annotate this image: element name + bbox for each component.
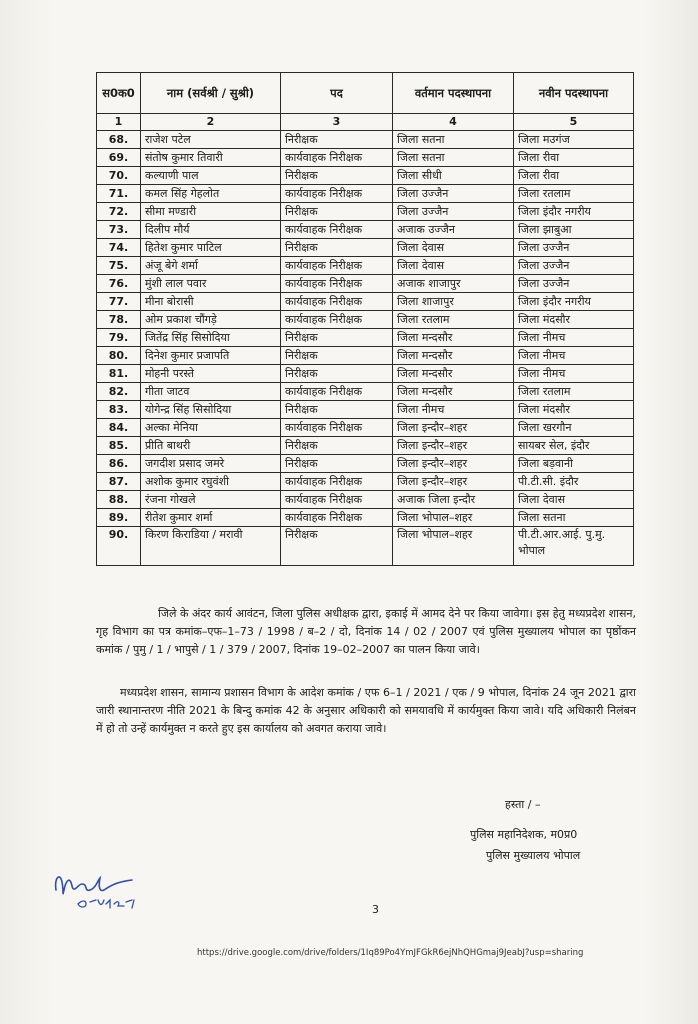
serial-cell: 69. — [97, 149, 141, 167]
name-cell: ओम प्रकाश चौंगड़े — [141, 311, 281, 329]
new-posting-cell: जिला इंदौर नगरीय — [514, 203, 634, 221]
serial-cell: 74. — [97, 239, 141, 257]
current-posting-cell: जिला मन्दसौर — [393, 347, 514, 365]
table-row — [97, 311, 634, 329]
table-row — [97, 257, 634, 275]
post-cell: कार्यवाहक निरीक्षक — [281, 275, 393, 293]
post-cell: कार्यवाहक निरीक्षक — [281, 149, 393, 167]
name-cell: दिनेश कुमार प्रजापति — [141, 347, 281, 365]
post-cell: कार्यवाहक निरीक्षक — [281, 311, 393, 329]
new-posting-cell: जिला बड़वानी — [514, 455, 634, 473]
new-posting-cell: जिला रीवा — [514, 149, 634, 167]
new-posting-cell: जिला नीमच — [514, 347, 634, 365]
serial-cell: 72. — [97, 203, 141, 221]
name-cell: हितेश कुमार पाटिल — [141, 239, 281, 257]
table-row — [97, 329, 634, 347]
header-current-posting: वर्तमान पदस्थापना — [393, 73, 514, 114]
serial-cell: 80. — [97, 347, 141, 365]
current-posting-cell: जिला मन्दसौर — [393, 329, 514, 347]
column-index: 5 — [514, 114, 634, 131]
post-cell: कार्यवाहक निरीक्षक — [281, 473, 393, 491]
name-cell: प्रीति बाथरी — [141, 437, 281, 455]
column-index: 3 — [281, 114, 393, 131]
new-posting-cell: जिला उज्जैन — [514, 239, 634, 257]
serial-cell: 77. — [97, 293, 141, 311]
serial-cell: 88. — [97, 491, 141, 509]
post-cell: निरीक्षक — [281, 401, 393, 419]
name-cell: मोहनी परस्ते — [141, 365, 281, 383]
post-cell: कार्यवाहक निरीक्षक — [281, 509, 393, 527]
post-cell: निरीक्षक — [281, 329, 393, 347]
paragraph-text: जिले के अंदर कार्य आवंटन, जिला पुलिस अधीक्षक द्वारा, इकाई में आमद देने पर किया जावेगा। इस हेतु मध्यप्रदेश शासन, गृह विभाग का पत्र कमांक–एफ–1–73 / 1998 / ब–2 / दो, दिनांक 14 / 02 / 2007 एवं पुलिस मुख्यालय भोपाल का पृष्ठोंकन कमांक / पुमु / 1 / भापुसे / 1 / 379 / 2007, दिनांक 19–02–2007 का पालन किया जावे। — [96, 607, 636, 656]
post-cell: निरीक्षक — [281, 203, 393, 221]
name-cell: रीतेश कुमार शर्मा — [141, 509, 281, 527]
name-cell: कल्याणी पाल — [141, 167, 281, 185]
name-cell: कमल सिंह गेहलोत — [141, 185, 281, 203]
table-row — [97, 167, 634, 185]
name-cell: किरण किराडिया / मरावी — [141, 527, 281, 566]
post-cell: कार्यवाहक निरीक्षक — [281, 419, 393, 437]
name-cell: मुंशी लाल पवार — [141, 275, 281, 293]
current-posting-cell: जिला सतना — [393, 149, 514, 167]
serial-cell: 68. — [97, 131, 141, 149]
table-row — [97, 293, 634, 311]
post-cell: कार्यवाहक निरीक्षक — [281, 257, 393, 275]
table-row — [97, 473, 634, 491]
table-row — [97, 131, 634, 149]
current-posting-cell: अजाक शाजापुर — [393, 275, 514, 293]
current-posting-cell: जिला सीधी — [393, 167, 514, 185]
header-post: पद — [281, 73, 393, 114]
table-row — [97, 275, 634, 293]
new-posting-cell: सायबर सेल, इंदौर — [514, 437, 634, 455]
serial-cell: 90. — [97, 527, 141, 566]
new-posting-cell: जिला रीवा — [514, 167, 634, 185]
post-cell: निरीक्षक — [281, 527, 393, 566]
new-posting-cell: जिला मंदसौर — [514, 311, 634, 329]
post-cell: निरीक्षक — [281, 239, 393, 257]
header-name: नाम (सर्वश्री / सुश्री) — [141, 73, 281, 114]
new-posting-cell: जिला सतना — [514, 509, 634, 527]
column-index-row — [97, 114, 634, 131]
paragraph-work-allocation — [96, 605, 636, 659]
post-cell: कार्यवाहक निरीक्षक — [281, 221, 393, 239]
new-posting-cell: पी.टी.आर.आई. पु.मु. भोपाल — [514, 527, 634, 566]
new-posting-cell: जिला रतलाम — [514, 185, 634, 203]
name-cell: दिलीप मौर्य — [141, 221, 281, 239]
post-cell: निरीक्षक — [281, 437, 393, 455]
new-posting-cell: जिला नीमच — [514, 329, 634, 347]
current-posting-cell: जिला सतना — [393, 131, 514, 149]
current-posting-cell: जिला उज्जैन — [393, 185, 514, 203]
name-cell: अशोक कुमार रघुवंशी — [141, 473, 281, 491]
post-cell: निरीक्षक — [281, 455, 393, 473]
post-cell: कार्यवाहक निरीक्षक — [281, 383, 393, 401]
table-row — [97, 419, 634, 437]
new-posting-cell: जिला मउगंज — [514, 131, 634, 149]
table-row — [97, 347, 634, 365]
current-posting-cell: जिला इन्दौर–शहर — [393, 419, 514, 437]
signatory-designation: पुलिस महानिदेशक, म0प्र0 — [470, 828, 578, 841]
post-cell: कार्यवाहक निरीक्षक — [281, 185, 393, 203]
table-row — [97, 149, 634, 167]
serial-cell: 75. — [97, 257, 141, 275]
current-posting-cell: जिला देवास — [393, 257, 514, 275]
name-cell: जितेंद्र सिंह सिसोदिया — [141, 329, 281, 347]
current-posting-cell: जिला देवास — [393, 239, 514, 257]
serial-cell: 73. — [97, 221, 141, 239]
signatory-office: पुलिस मुख्यालय भोपाल — [486, 849, 581, 862]
paragraph-text: मध्यप्रदेश शासन, सामान्य प्रशासन विभाग के आदेश कमांक / एफ 6–1 / 2021 / एक / 9 भोपाल, दिनांक 24 जून 2021 द्वारा जारी स्थानान्तरण नीति 2021 के बिन्दु कमांक 42 के अनुसार अधिकारी को समयावधि में कार्यमुक्त किया जावे। यदि अधिकारी निलंबन में हो तो उन्हें कार्यमुक्त न करते हुए इस कार्यालय को अवगत कराया जावे। — [96, 686, 636, 735]
table-row — [97, 185, 634, 203]
new-posting-cell: जिला रतलाम — [514, 383, 634, 401]
current-posting-cell: जिला शाजापुर — [393, 293, 514, 311]
table-row — [97, 527, 634, 566]
serial-cell: 70. — [97, 167, 141, 185]
new-posting-cell: जिला इंदौर नगरीय — [514, 293, 634, 311]
serial-cell: 86. — [97, 455, 141, 473]
table-row — [97, 491, 634, 509]
table-row — [97, 203, 634, 221]
name-cell: अंजू बेगे शर्मा — [141, 257, 281, 275]
column-index: 4 — [393, 114, 514, 131]
current-posting-cell: जिला नीमच — [393, 401, 514, 419]
transfer-table — [96, 72, 634, 566]
current-posting-cell: अजाक उज्जैन — [393, 221, 514, 239]
post-cell: निरीक्षक — [281, 131, 393, 149]
serial-cell: 76. — [97, 275, 141, 293]
current-posting-cell: जिला भोपाल–शहर — [393, 527, 514, 566]
name-cell: सीमा मण्डारी — [141, 203, 281, 221]
paragraph-transfer-policy — [96, 684, 636, 738]
serial-cell: 87. — [97, 473, 141, 491]
table-row — [97, 383, 634, 401]
new-posting-cell: जिला उज्जैन — [514, 275, 634, 293]
serial-cell: 81. — [97, 365, 141, 383]
serial-cell: 83. — [97, 401, 141, 419]
header-new-posting: नवीन पदस्थापना — [514, 73, 634, 114]
signed-mark: हस्ता / – — [505, 798, 541, 811]
name-cell: संतोष कुमार तिवारी — [141, 149, 281, 167]
serial-cell: 85. — [97, 437, 141, 455]
current-posting-cell: जिला उज्जैन — [393, 203, 514, 221]
current-posting-cell: जिला रतलाम — [393, 311, 514, 329]
current-posting-cell: जिला भोपाल–शहर — [393, 509, 514, 527]
serial-cell: 89. — [97, 509, 141, 527]
table-row — [97, 221, 634, 239]
name-cell: अल्का मेनिया — [141, 419, 281, 437]
shared-drive-link[interactable]: https://drive.google.com/drive/folders/1Iq89Po4YmJFGkR6ejNhQHGmaj9JeabJ?usp=sharing — [197, 948, 584, 958]
name-cell: राजेश पटेल — [141, 131, 281, 149]
table-row — [97, 401, 634, 419]
new-posting-cell: जिला नीमच — [514, 365, 634, 383]
post-cell: निरीक्षक — [281, 365, 393, 383]
new-posting-cell: जिला देवास — [514, 491, 634, 509]
name-cell: योगेन्द्र सिंह सिसोदिया — [141, 401, 281, 419]
serial-cell: 82. — [97, 383, 141, 401]
serial-cell: 84. — [97, 419, 141, 437]
table-header-row — [97, 73, 634, 114]
table-row — [97, 365, 634, 383]
post-cell: कार्यवाहक निरीक्षक — [281, 491, 393, 509]
current-posting-cell: जिला इन्दौर–शहर — [393, 473, 514, 491]
current-posting-cell: अजाक जिला इन्दौर — [393, 491, 514, 509]
table-row — [97, 455, 634, 473]
name-cell: रंजना गोखले — [141, 491, 281, 509]
column-index: 2 — [141, 114, 281, 131]
name-cell: गीता जाटव — [141, 383, 281, 401]
current-posting-cell: जिला मन्दसौर — [393, 383, 514, 401]
new-posting-cell: जिला झाबुआ — [514, 221, 634, 239]
serial-cell: 78. — [97, 311, 141, 329]
column-index: 1 — [97, 114, 141, 131]
table-row — [97, 509, 634, 527]
post-cell: निरीक्षक — [281, 167, 393, 185]
current-posting-cell: जिला मन्दसौर — [393, 365, 514, 383]
new-posting-cell: पी.टी.सी. इंदौर — [514, 473, 634, 491]
post-cell: कार्यवाहक निरीक्षक — [281, 293, 393, 311]
table-row — [97, 239, 634, 257]
current-posting-cell: जिला इन्दौर–शहर — [393, 455, 514, 473]
new-posting-cell: जिला खरगौन — [514, 419, 634, 437]
handwritten-signature — [48, 860, 158, 920]
header-serial: स0क0 — [97, 73, 141, 114]
new-posting-cell: जिला उज्जैन — [514, 257, 634, 275]
serial-cell: 79. — [97, 329, 141, 347]
current-posting-cell: जिला इन्दौर–शहर — [393, 437, 514, 455]
page-number: 3 — [372, 903, 379, 916]
table-row — [97, 437, 634, 455]
name-cell: जगदीश प्रसाद जमरे — [141, 455, 281, 473]
serial-cell: 71. — [97, 185, 141, 203]
new-posting-cell: जिला मंदसौर — [514, 401, 634, 419]
name-cell: मीना बोरासी — [141, 293, 281, 311]
post-cell: निरीक्षक — [281, 347, 393, 365]
